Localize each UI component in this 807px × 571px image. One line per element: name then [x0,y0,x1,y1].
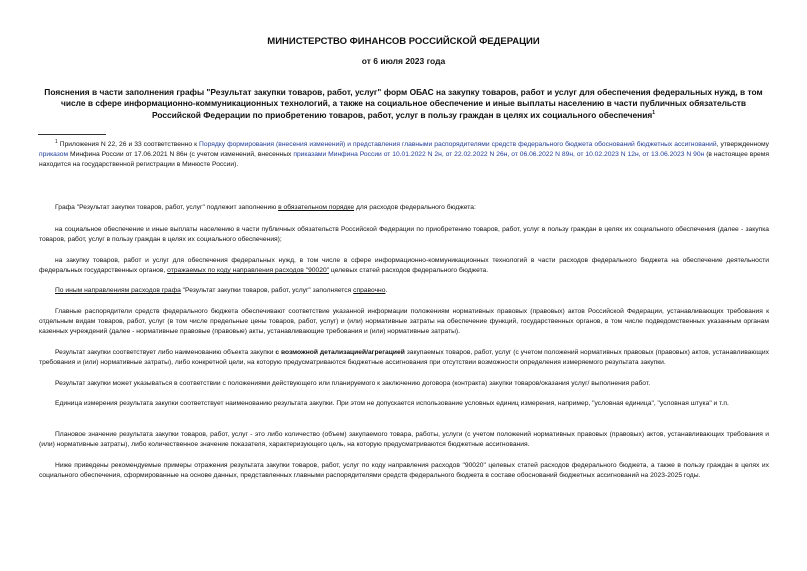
paragraph-8: Единица измерения результата закупки соответствует наименованию результата закупки. При этом не допускается использование условных единиц измерения, например, "условная единица", "условная штука" и т.п. [55,400,729,407]
paragraph-10: Ниже приведены рекомендуемые примеры отражения результата закупки товаров, работ, услуг по коду направления расходов "90020" целевых статей расходов федерального бюджета, а также в пользу граждан в целях их социального обеспечения, сформированные на основе данных, представленных главными распорядителями средств федерального бюджета в составе обоснований бюджетных ассигнований на 2023-2025 годы. [39,462,769,480]
underlined-text: в обязательном порядке [278,204,355,211]
document-date: от 6 июля 2023 года [361,56,446,66]
document-title-text: Пояснения в части заполнения графы "Результат закупки товаров, работ, услуг" форм ОБАС на закупку товаров, работ и услуг для обеспечения федеральных нужд, в том числе в сфере информационно-коммуникационных технологий, а также на социальное обеспечение и иные выплаты населению в части публичных обязательств Российской Федерации по приобретению товаров, работ, услуг в пользу граждан в целях их социального обеспечения [44,87,763,120]
link-order[interactable]: приказом [39,151,69,159]
text: закупаемых товаров, работ, услуг (с учетом положений нормативных правовых (правовых) актов, устанавливающих требования и (или) нормативные затраты), либо конкретной цели, на которую предусматриваются бюджетные ассигнования при отсутствии возможности определения измеряемого результата закупки. [39,349,770,367]
text: Результат закупки соответствует либо наименованию объекта закупки [55,349,276,356]
link-order-procedure[interactable]: Порядку формирования (внесения изменений) и представления главными распорядителями средств федерального бюджета обоснований бюджетных ассигнований [199,141,717,148]
paragraph-7: Результат закупки может указываться в соответствии с положениями действующего или планируемого к заключению договора (контракта) закупки товаров/оказания услуг/ выполнения работ. [55,380,651,387]
paragraph-4 [39,286,769,296]
text: Графа "Результат закупки товаров, работ, услуг" подлежит заполнению [55,204,279,211]
paragraph-5: Главные распорядители средств федерального бюджета обеспечивают соответствие указанной информации положениям нормативных правовых (правовых) актов Российской Федерации, устанавливающих требования к отдельным видам товаров, работ, услуг (в том числе предельные цены товаров, работ, услуг) и (или) нормативные затраты на обеспечение функций, государственных органов, в том числе подведомственных указанным органам казенных учреждений (далее - нормативные правовые (правовые) акты, устанавливающие требования и (или) нормативные затраты). [39,308,769,336]
ministry-heading: МИНИСТЕРСТВО ФИНАНСОВ РОССИЙСКОЙ ФЕДЕРАЦИИ [267,36,540,47]
underlined-text: справочно [353,287,386,294]
text: целевых статей расходов федерального бюджета. [329,267,489,275]
bold-text: с возможной детализацией/агрегацией [275,349,405,356]
footnote-ref[interactable]: 1 [652,110,656,117]
text: на закупку товаров, работ и услуг для обеспечения федеральных нужд, в том числе в сфере информационно-коммуникационных технологий в части расходов федерального бюджета на обеспечение деятельности федеральных государственных органов, [39,257,769,275]
text: для расходов федерального бюджета: [354,204,476,211]
underlined-text: отражаемых по коду направления расходов "90020" [167,267,330,275]
text: . [385,287,388,294]
paragraph-9: Плановое значение результата закупки товаров, работ, услуг - это либо количество (объем) закупаемого товара, работы, услуги (с учетом положений нормативных правовых (правовых) актов, устанавливающих требования и (или) нормативные затраты), либо количественное значение показателя, характеризующего цель, на которую предусматриваются бюджетные ассигнования. [39,431,769,449]
footnote-text: Приложения N 22, 26 и 33 соответственно к [57,141,200,148]
footnote-text: Минфина России от 17.06.2021 N 86н (с учетом изменений, внесенных [68,151,294,159]
paragraph-2: на социальное обеспечение и иные выплаты населению в части публичных обязательств Российской Федерации по приобретению товаров, работ, услуг в пользу граждан в целях их социального обеспечения (далее - закупка товаров, работ, услуг в пользу граждан в целях их социального обеспечения); [39,226,769,244]
paragraph-1 [39,203,769,213]
footnote-text: , утвержденному [716,141,769,148]
paragraph-6 [39,348,769,368]
underlined-text: По иным направлениям расходов графа [55,287,181,294]
document-title [40,87,767,121]
footnote-text: (в настоящее время находится на государственной регистрации в Минюсте России). [39,151,769,169]
link-order-dates[interactable]: Минфина России от 10.01.2022 N 2н, от 22.02.2022 N 26н, от 06.06.2022 N 89н, от 10.02.2023 N 12н, от 13.06.2023 N 90н [326,151,705,159]
text: "Результат закупки товаров, работ, услуг" заполняется [180,287,354,294]
footnote [39,140,769,171]
footnote-number: 1 [55,138,58,145]
paragraph-3 [39,256,769,276]
footnote-divider [38,134,106,135]
link-orders[interactable]: приказами [293,151,327,159]
